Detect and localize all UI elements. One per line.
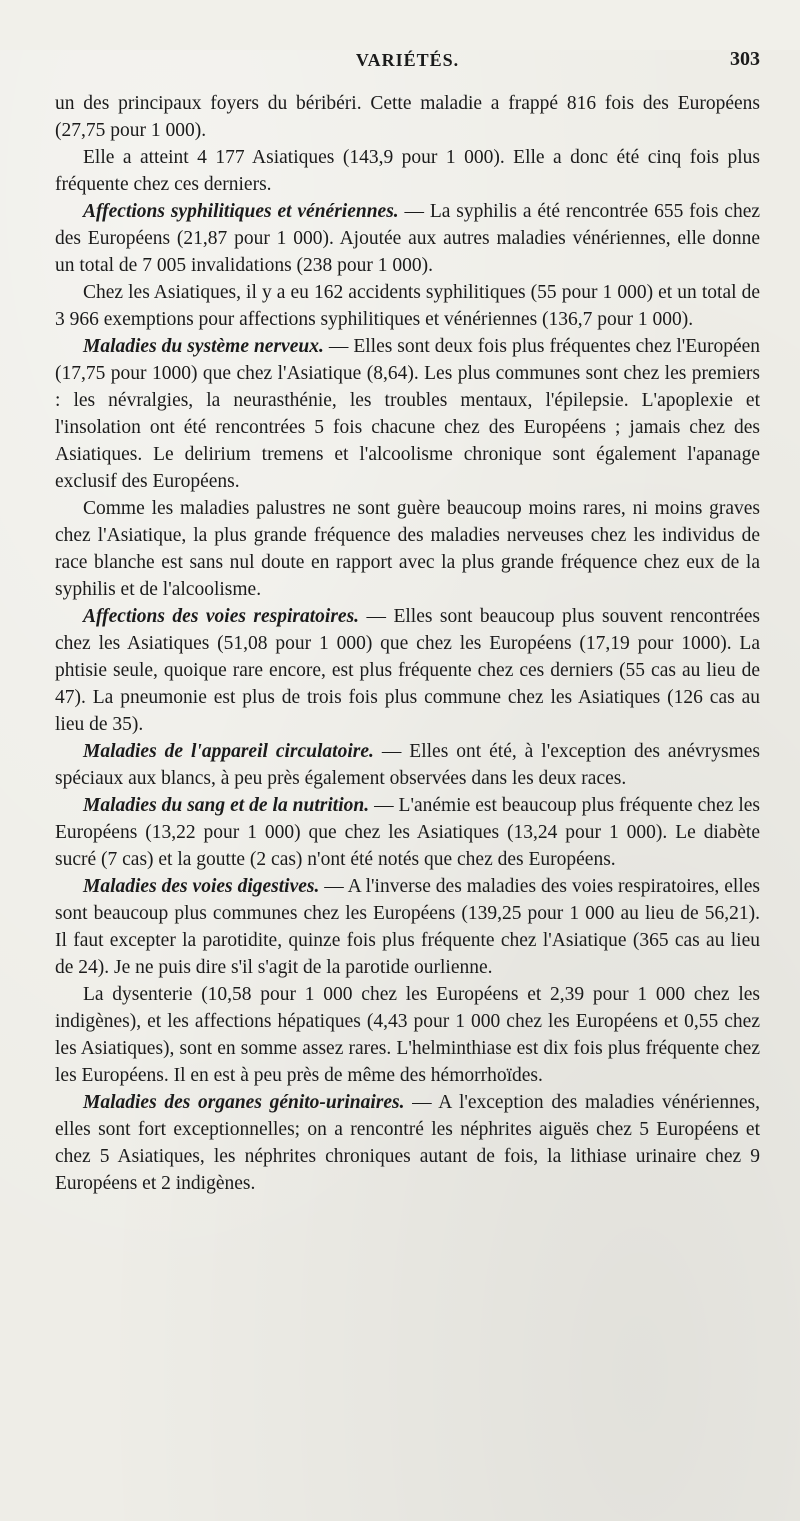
paragraph-text: — L'anémie est beaucoup plus fréquente chez les Européens (13,22 pour 1 000) que chez les Asiatiques (13,24 pour 1 000). Le diabète sucré (7 cas) et la goutte (2 cas) n'ont été notés que chez des Européens. — [55, 795, 760, 870]
paragraph — [55, 1089, 760, 1197]
paragraph-text: Comme les maladies palustres ne sont guère beaucoup moins rares, ni moins graves chez l'Asiatique, la plus grande fréquence des maladies nerveuses chez les individus de race blanche est sans nul doute en rapport avec la plus grande fréquence chez eux de la syphilis et de l'alcoolisme. — [55, 498, 760, 600]
running-head — [55, 50, 760, 90]
paragraph-text: — La syphilis a été rencontrée 655 fois chez des Européens (21,87 pour 1 000). Ajoutée aux autres maladies vénériennes, elle donne un total de 7 005 invalidations (238 pour 1 000). — [55, 201, 761, 276]
paragraph — [55, 981, 760, 1089]
paragraph-text: — A l'inverse des maladies des voies respiratoires, elles sont beaucoup plus communes chez les Européens (139,25 pour 1 000 au lieu de 56,21). Il faut excepter la parotidite, quinze fois plus fréquente chez l'Asiatique (365 cas au lieu de 24). Je ne puis dire s'il s'agit de la parotide ourlienne. — [55, 876, 760, 978]
running-title: VARIÉTÉS. — [355, 50, 460, 70]
section-title: Maladies du système nerveux. — [83, 336, 324, 357]
paragraph — [55, 495, 760, 603]
section-title: Affections syphilitiques et vénériennes. — [83, 201, 399, 222]
paragraph-text: — Elles sont deux fois plus fréquentes chez l'Européen (17,75 pour 1000) que chez l'Asiatique (8,64). Les plus communes sont chez les premiers : les névralgies, la neurasthénie, les troubles mentaux, l'épilepsie. L'apoplexie et l'insolation ont été rencontrées 5 fois chacune chez des Européens ; jamais chez des Asiatiques. Le delirium tremens et l'alcoolisme chronique sont également l'apanage exclusif des Européens. — [55, 336, 761, 492]
paragraph — [55, 90, 760, 144]
section-title: Maladies des voies digestives. — [83, 876, 320, 897]
paragraph — [55, 333, 760, 495]
section-title: Maladies de l'appareil circulatoire. — [83, 741, 374, 762]
section-title: Maladies des organes génito-urinaires. — [83, 1092, 405, 1113]
paragraph — [55, 792, 760, 873]
paragraph-text: Chez les Asiatiques, il y a eu 162 accidents syphilitiques (55 pour 1 000) et un total de 3 966 exemptions pour affections syphilitiques et vénériennes (136,7 pour 1 000). — [55, 282, 760, 330]
body-text — [55, 90, 760, 1197]
paragraph-text: — Elles ont été, à l'exception des anévrysmes spéciaux aux blancs, à peu près également observées dans les deux races. — [55, 741, 760, 789]
paragraph-text: Elle a atteint 4 177 Asiatiques (143,9 pour 1 000). Elle a donc été cinq fois plus fréquente chez ces derniers. — [55, 147, 760, 195]
section-title: Affections des voies respiratoires. — [83, 606, 360, 627]
paragraph-text: La dysenterie (10,58 pour 1 000 chez les Européens et 2,39 pour 1 000 chez les indigènes), et les affections hépatiques (4,43 pour 1 000 chez les Européens et 0,55 chez les Asiatiques), sont en somme assez rares. L'helminthiase est dix fois plus fréquente chez les Européens. Il en est à peu près de même des hémorrhoïdes. — [55, 984, 760, 1086]
paragraph-text: — A l'exception des maladies vénériennes, elles sont fort exceptionnelles; on a rencontré les néphrites aiguës chez 5 Européens et chez 5 Asiatiques, les néphrites chroniques autant de fois, la lithiase urinaire chez 9 Européens et 2 indigènes. — [55, 1092, 760, 1194]
paragraph — [55, 603, 760, 738]
page — [0, 50, 800, 1521]
paragraph — [55, 738, 760, 792]
paragraph — [55, 144, 760, 198]
paragraph — [55, 873, 760, 981]
paragraph — [55, 198, 760, 279]
paragraph-text: — Elles sont beaucoup plus souvent rencontrées chez les Asiatiques (51,08 pour 1 000) que chez les Européens (17,19 pour 1000). La phtisie seule, quoique rare encore, est plus fréquente chez ces derniers (55 cas au lieu de 47). La pneumonie est plus de trois fois plus commune chez les Asiatiques (126 cas au lieu de 35). — [55, 606, 760, 735]
section-title: Maladies du sang et de la nutrition. — [83, 795, 370, 816]
paragraph-text: un des principaux foyers du béribéri. Cette maladie a frappé 816 fois des Européens (27,75 pour 1 000). — [55, 93, 760, 141]
page-number: 303 — [730, 48, 760, 70]
paragraph — [55, 279, 760, 333]
